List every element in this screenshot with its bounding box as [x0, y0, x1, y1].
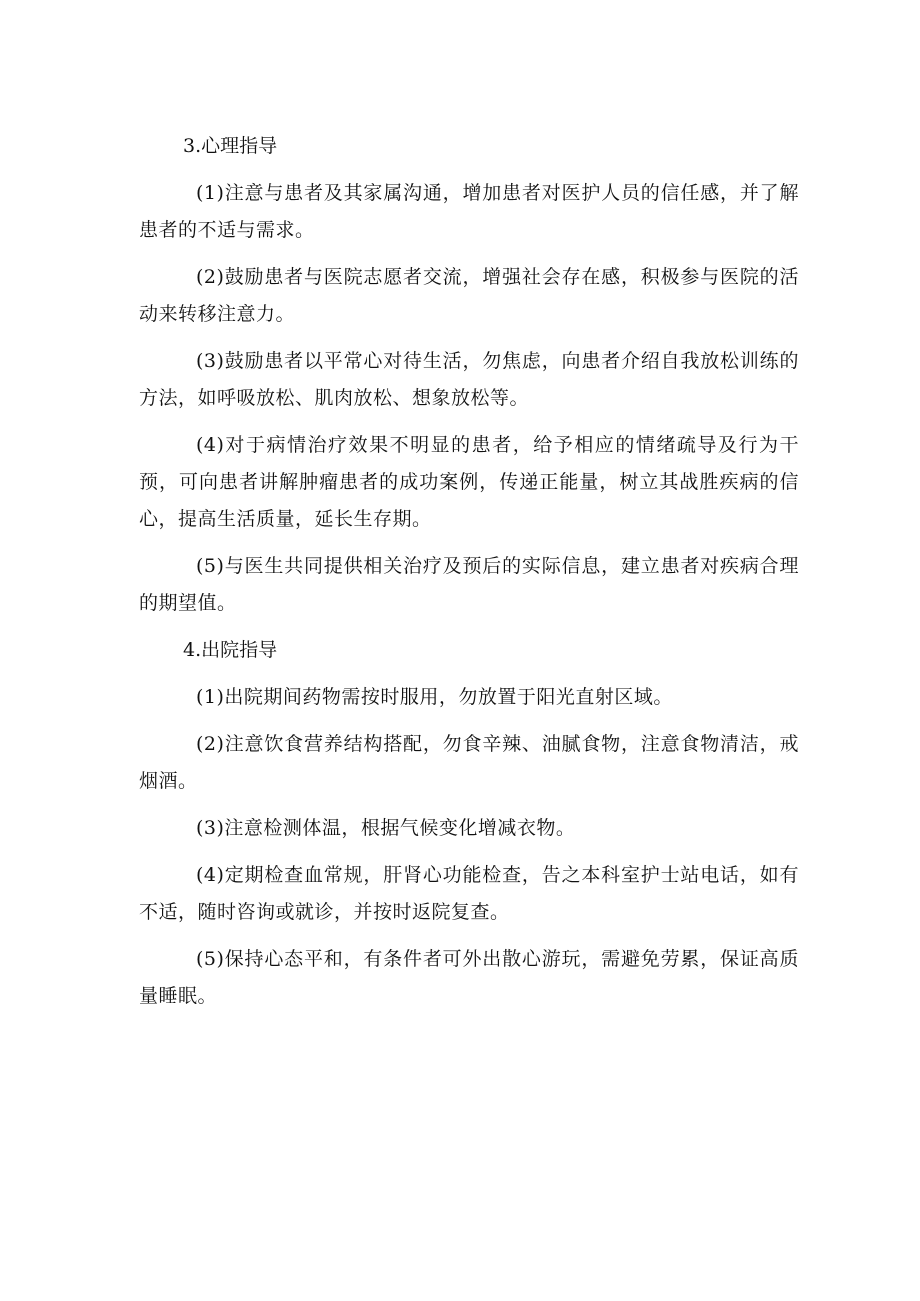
list-item: (5)保持心态平和，有条件者可外出散心游玩，需避免劳累，保证高质量睡眠。	[139, 948, 799, 1007]
list-item: (4)对于病情治疗效果不明显的患者，给予相应的情绪疏导及行为干预，可向患者讲解肿瘤患者的成功案例，传递正能量，树立其战胜疾病的信心，提高生活质量，延长生存期。	[139, 434, 799, 530]
section-heading-discharge: 4.出院指导	[183, 639, 278, 661]
list-item: (1)注意与患者及其家属沟通，增加患者对医护人员的信任感，并了解患者的不适与需求。	[139, 182, 799, 241]
list-item: (3)鼓励患者以平常心对待生活，勿焦虑，向患者介绍自我放松训练的方法，如呼吸放松、肌肉放松、想象放松等。	[139, 350, 799, 409]
list-item: (2)鼓励患者与医院志愿者交流，增强社会存在感，积极参与医院的活动来转移注意力。	[139, 266, 799, 325]
list-item: (4)定期检查血常规，肝肾心功能检查，告之本科室护士站电话，如有不适，随时咨询或就诊，并按时返院复查。	[139, 864, 799, 923]
section-heading-psychological: 3.心理指导	[183, 135, 278, 157]
list-item: (3)注意检测体温，根据气候变化增减衣物。	[196, 817, 576, 839]
document-body	[139, 128, 799, 1025]
list-item: (2)注意饮食营养结构搭配，勿食辛辣、油腻食物，注意食物清洁，戒烟酒。	[139, 733, 799, 792]
list-item: (5)与医生共同提供相关治疗及预后的实际信息，建立患者对疾病合理的期望值。	[139, 555, 799, 614]
list-item: (1)出院期间药物需按时服用，勿放置于阳光直射区域。	[196, 686, 673, 708]
